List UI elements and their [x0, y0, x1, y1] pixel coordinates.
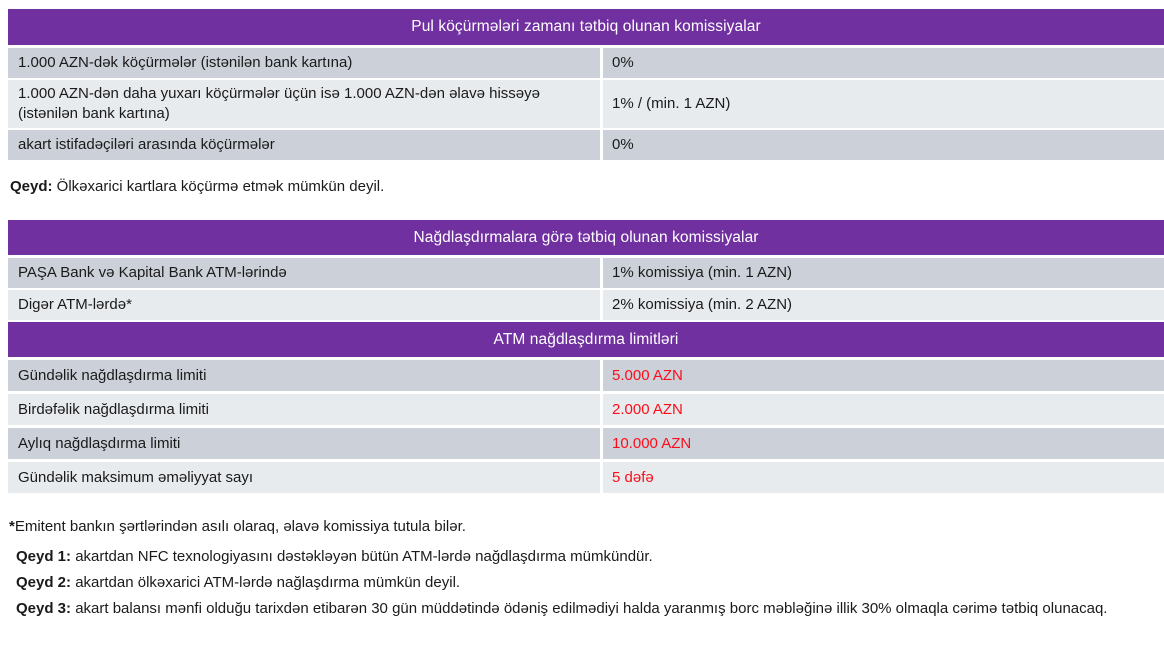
footnote-qeyd-1-text: akartdan NFC texnologiyasını dəstəkləyən bütün ATM-lərdə nağdlaşdırma mümkündür. — [71, 548, 653, 565]
atm-limits-title: ATM nağdlaşdırma limitləri — [493, 330, 679, 348]
transfer-commissions-table — [8, 9, 1164, 160]
footnote-emitent-text: Emitent bankın şərtlərindən asılı olaraq, əlavə komissiya tutula bilər. — [14, 518, 466, 535]
tariffs-content — [8, 9, 1164, 619]
footnote-qeyd-3-label: Qeyd 3: — [16, 600, 72, 617]
cash-withdrawal-table — [8, 220, 1164, 493]
transfer-note-text: Ölkəxarici kartlara köçürmə etmək mümkün deyil. — [52, 178, 385, 195]
table-row — [8, 290, 1164, 320]
footnotes — [8, 517, 1164, 619]
row-value-limit: 5 dəfə — [603, 462, 1164, 493]
row-label: Aylıq nağdlaşdırma limiti — [8, 428, 600, 459]
row-value-limit: 2.000 AZN — [603, 394, 1164, 425]
footnote-qeyd-1 — [16, 547, 1164, 567]
table-row — [8, 48, 1164, 78]
row-label: 1.000 AZN-dən daha yuxarı köçürmələr üçün isə 1.000 AZN-dən əlavə hissəyə (istənilən bank kartına) — [8, 80, 600, 128]
footnote-qeyd-2-label: Qeyd 2: — [16, 574, 72, 591]
transfer-commissions-header — [8, 9, 1164, 45]
row-label: Gündəlik nağdlaşdırma limiti — [8, 360, 600, 391]
footnote-emitent — [9, 517, 1164, 537]
row-value: 1% / (min. 1 AZN) — [603, 80, 1164, 128]
table-row — [8, 80, 1164, 128]
row-value: 2% komissiya (min. 2 AZN) — [603, 290, 1164, 320]
row-value: 1% komissiya (min. 1 AZN) — [603, 258, 1164, 288]
row-value-limit: 10.000 AZN — [603, 428, 1164, 459]
row-label: 1.000 AZN-dək köçürmələr (istənilən bank kartına) — [8, 48, 600, 78]
row-label: Digər ATM-lərdə* — [8, 290, 600, 320]
footnote-emitent-star: * — [9, 518, 15, 535]
table-row — [8, 360, 1164, 391]
table-row — [8, 462, 1164, 493]
cash-withdrawal-header — [8, 220, 1164, 255]
transfer-note-label: Qeyd: — [10, 178, 53, 195]
footnote-qeyd-2-text: akartdan ölkəxarici ATM-lərdə nağlaşdırma mümkün deyil. — [71, 574, 461, 591]
footnote-qeyd-3 — [16, 599, 1164, 619]
cash-withdrawal-title: Nağdlaşdırmalara görə tətbiq olunan komissiyalar — [413, 228, 759, 246]
footnote-qeyd-2 — [16, 573, 1164, 593]
atm-limits-rows — [8, 360, 1164, 493]
table-row — [8, 428, 1164, 459]
footnote-qeyd-3-text: akart balansı mənfi olduğu tarixdən etibarən 30 gün müddətində ödəniş edilmədiyi halda yaranmış borc məbləğinə illik 30% olmaqla cərimə tətbiq olunacaq. — [71, 600, 1108, 617]
row-label: Gündəlik maksimum əməliyyat sayı — [8, 462, 600, 493]
table-row — [8, 258, 1164, 288]
table-row — [8, 130, 1164, 160]
row-label: akart istifadəçiləri arasında köçürmələr — [8, 130, 600, 160]
table-row — [8, 394, 1164, 425]
row-label: PAŞA Bank və Kapital Bank ATM-lərində — [8, 258, 600, 288]
transfer-commissions-title: Pul köçürmələri zamanı tətbiq olunan komissiyalar — [411, 18, 761, 35]
row-value: 0% — [603, 48, 1164, 78]
footnote-qeyd-1-label: Qeyd 1: — [16, 548, 72, 565]
transfer-note — [10, 177, 1164, 197]
atm-limits-header — [8, 322, 1164, 357]
row-label: Birdəfəlik nağdlaşdırma limiti — [8, 394, 600, 425]
row-value: 0% — [603, 130, 1164, 160]
row-value-limit: 5.000 AZN — [603, 360, 1164, 391]
